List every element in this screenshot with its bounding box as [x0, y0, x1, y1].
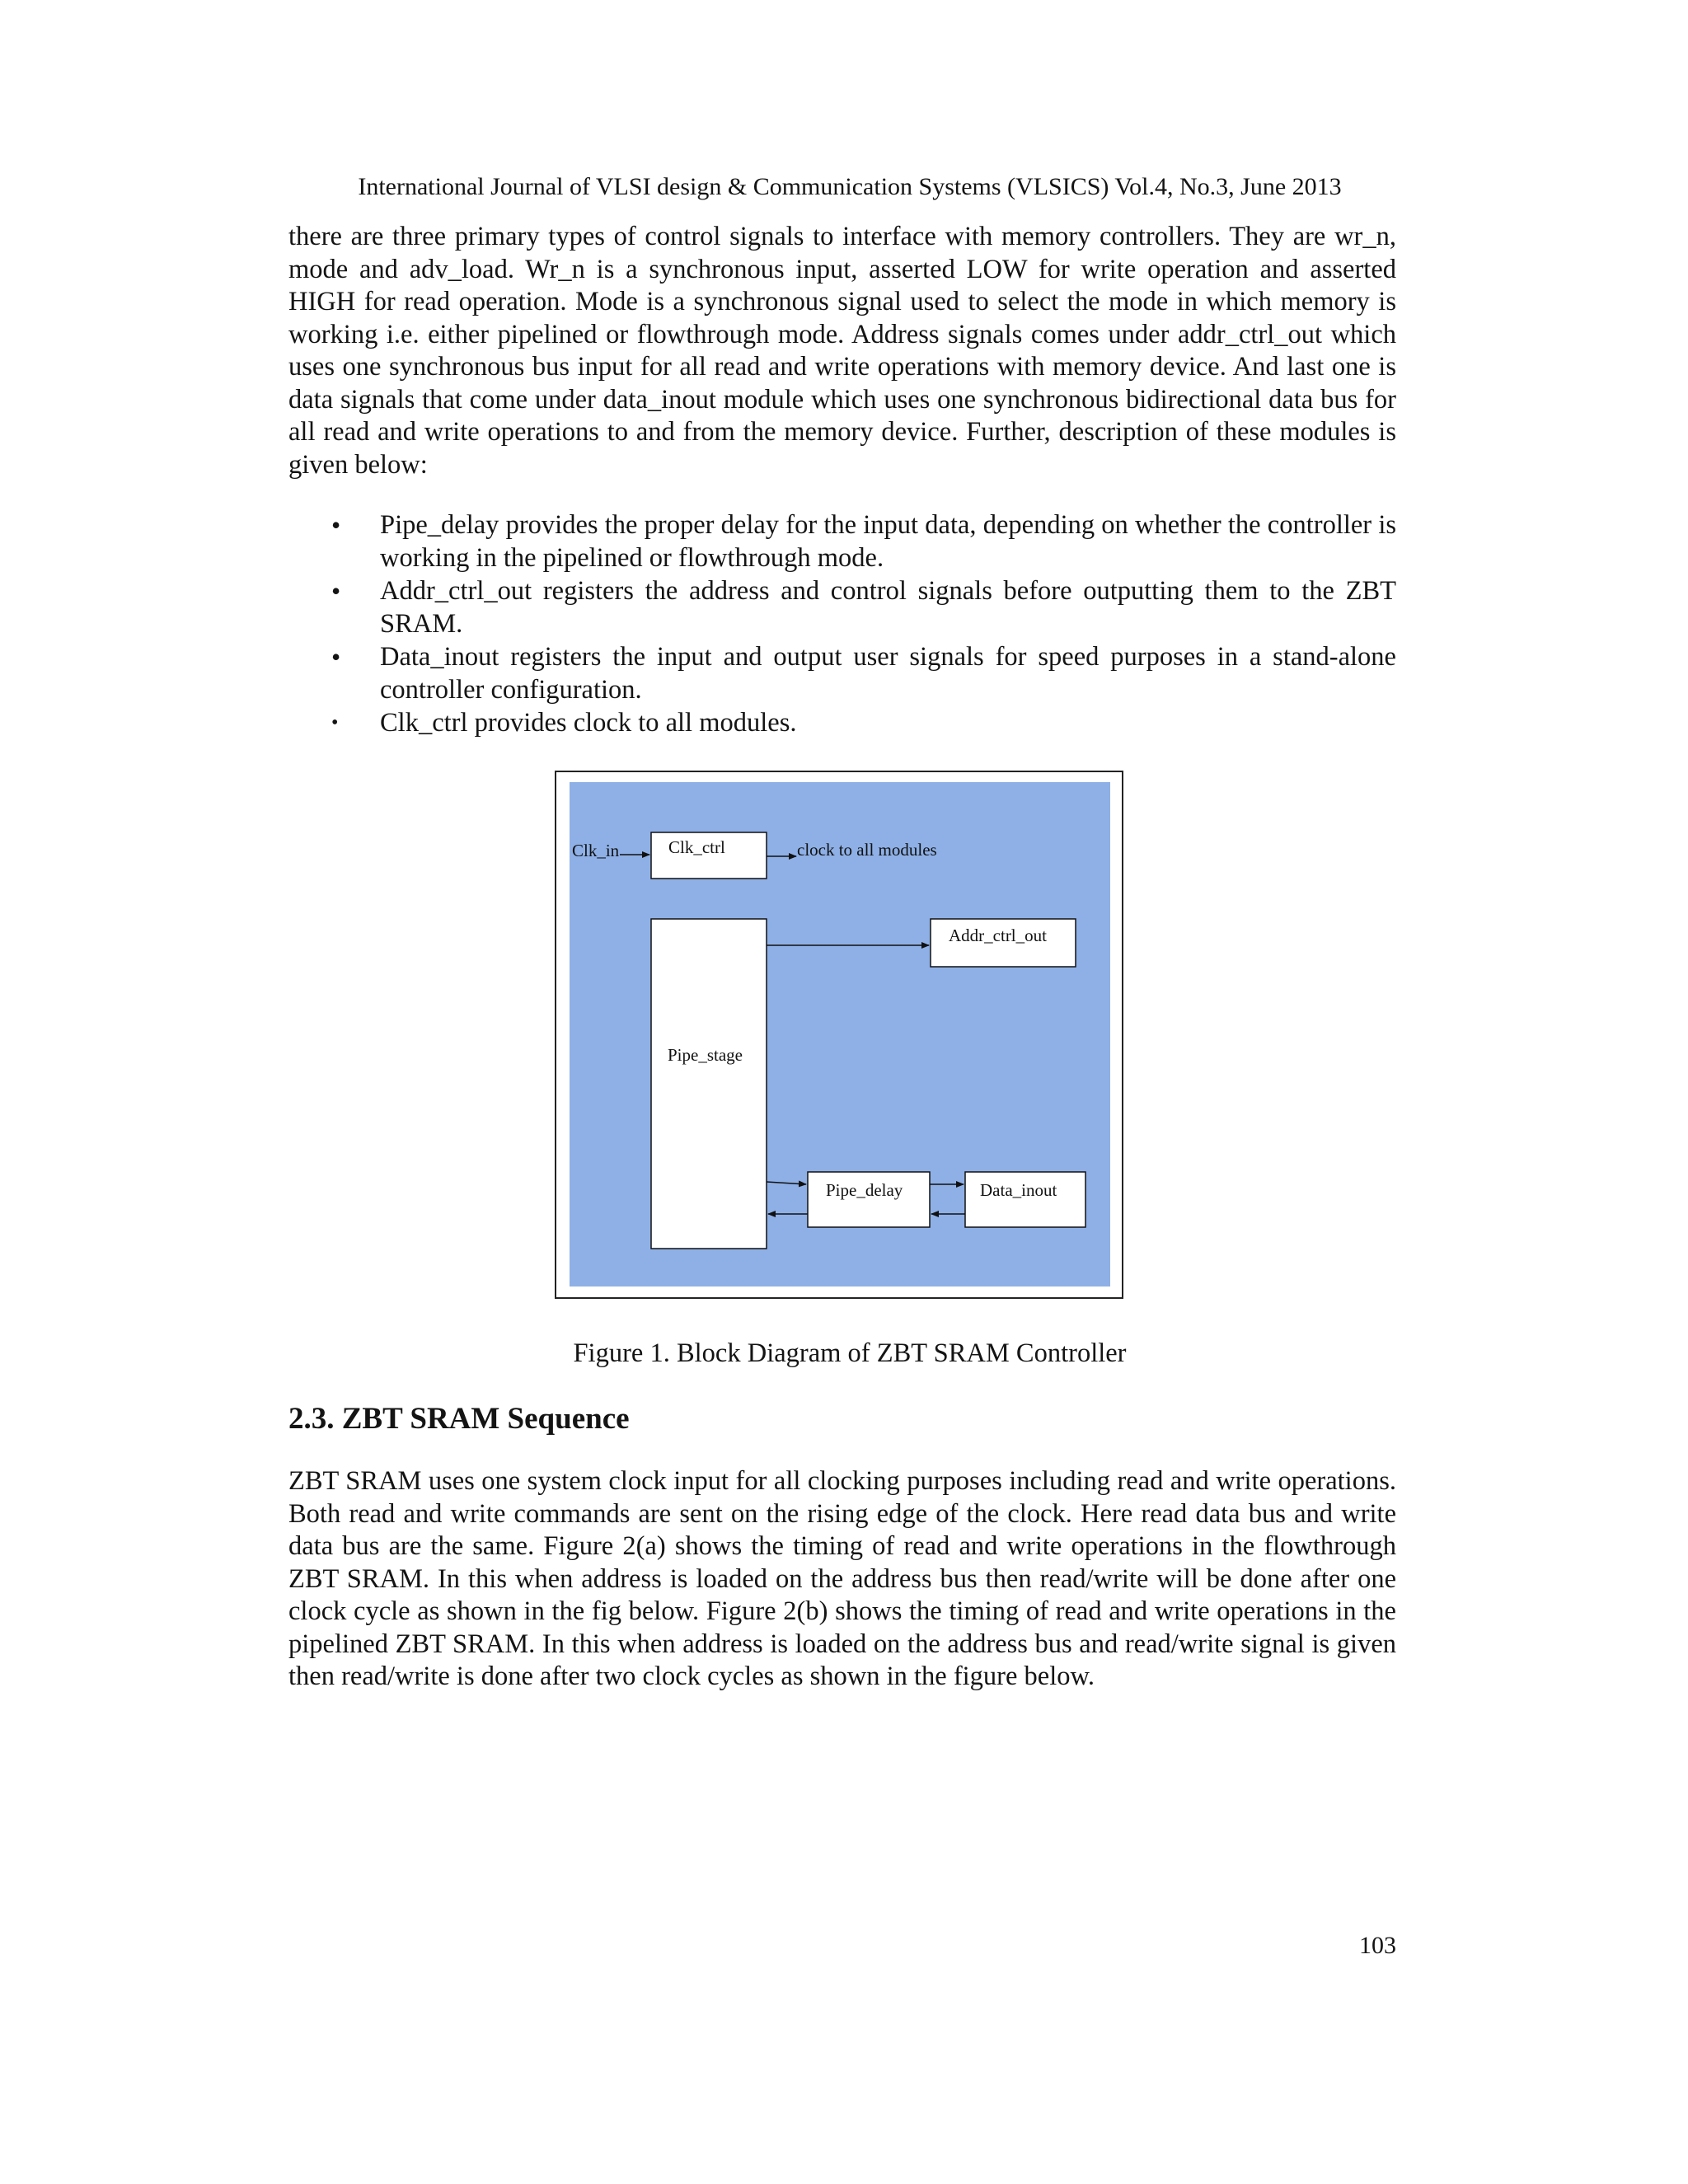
- bullet-icon: •: [331, 576, 341, 606]
- pipe-stage-label: Pipe_stage: [668, 1045, 743, 1065]
- clk-ctrl-label: Clk_ctrl: [668, 837, 725, 857]
- figure-frame: [555, 771, 1123, 1299]
- bullet-text: Addr_ctrl_out registers the address and control signals before outputting them to the ZBT SRAM.: [380, 576, 1396, 639]
- page-number: 103: [1359, 1932, 1396, 1959]
- bullet-text: Data_inout registers the input and output user signals for speed purposes in a stand-alone controller configuration.: [380, 642, 1396, 705]
- bullet-icon: •: [331, 712, 339, 733]
- module-bullet-list: [288, 509, 1396, 741]
- data-inout-label: Data_inout: [980, 1180, 1057, 1200]
- addr-ctrl-out-label: Addr_ctrl_out: [949, 926, 1047, 945]
- bullet-pipe-delay: [288, 509, 1396, 574]
- figure-caption: Figure 1. Block Diagram of ZBT SRAM Controller: [573, 1338, 1127, 1368]
- intro-paragraph: there are three primary types of control signals to interface with memory controllers. They are wr_n, mode and adv_load. Wr_n is a synchronous input, asserted LOW for write operation and asserted HIGH for read operation. Mode is a synchronous signal used to select the mode in which memory is working i.e. either pipelined or flowthrough mode. Address signals comes under addr_ctrl_out which uses one synchronous bus input for all read and write operations with memory device. And last one is data signals that come under data_inout module which uses one synchronous bidirectional data bus for all read and write operations to and from the memory device. Further, description of these modules is given below:: [288, 222, 1396, 480]
- clock-out-label: clock to all modules: [797, 840, 937, 860]
- block-diagram: [570, 782, 1110, 1286]
- pipe-delay-label: Pipe_delay: [826, 1180, 903, 1200]
- bullet-text: Pipe_delay provides the proper delay for the input data, depending on whether the controller is working in the pipelined or flowthrough mode.: [380, 510, 1396, 573]
- section-paragraph: ZBT SRAM uses one system clock input for all clocking purposes including read and write operations. Both read and write commands are sent on the rising edge of the clock. Here read data bus and write data bus are the same. Figure 2(a) shows the timing of read and write operations in the flowthrough ZBT SRAM. In this when address is loaded on the address bus then read/write will be done after one clock cycle as shown in the fig below. Figure 2(b) shows the timing of read and write operations in the pipelined ZBT SRAM. In this when address is loaded on the address bus and read/write signal is given then read/write is done after two clock cycles as shown in the figure below.: [288, 1466, 1396, 1691]
- journal-header: International Journal of VLSI design & Communication Systems (VLSICS) Vol.4, No.3, June 2013: [358, 173, 1342, 200]
- bullet-icon: •: [331, 642, 341, 672]
- bullet-data-inout: [288, 641, 1396, 706]
- bullet-clk-ctrl: [288, 707, 1396, 740]
- bullet-text: Clk_ctrl provides clock to all modules.: [380, 708, 797, 738]
- pipe-stage-block: [651, 919, 767, 1249]
- bullet-icon: •: [331, 510, 341, 540]
- section-title: 2.3. ZBT SRAM Sequence: [288, 1402, 630, 1436]
- clk-in-label: Clk_in: [572, 841, 620, 860]
- bullet-addr-ctrl-out: [288, 575, 1396, 640]
